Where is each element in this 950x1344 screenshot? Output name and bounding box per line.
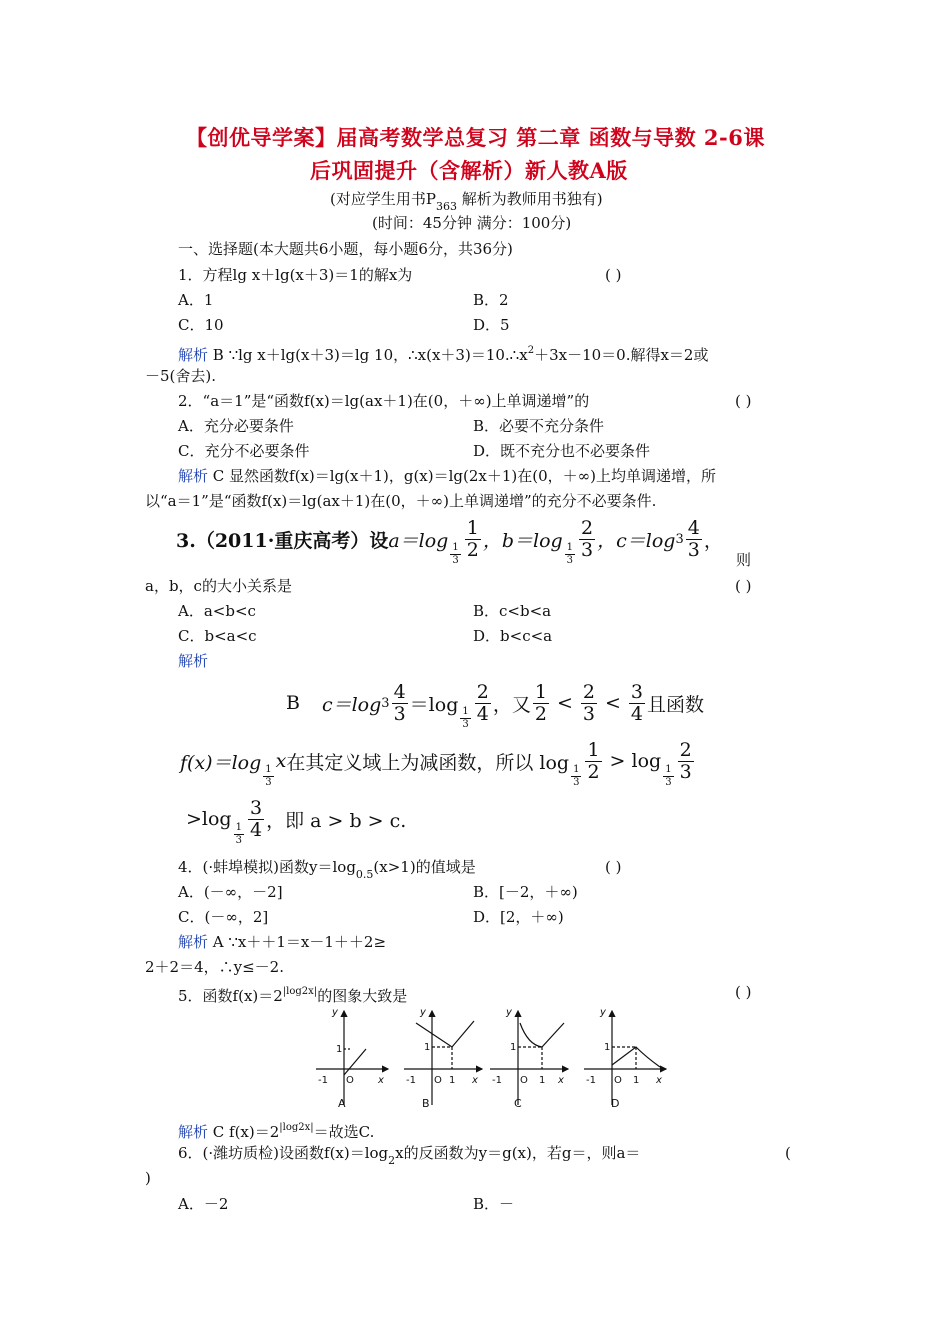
page-number: 363 xyxy=(435,200,457,213)
graph-b xyxy=(404,1011,482,1105)
q3-s1-frac4: $\frac{2}{3}$ xyxy=(582,680,595,725)
q5-answer-rest: ＝故选C. xyxy=(313,1123,375,1141)
q3-option-d: D．b<c<a xyxy=(473,627,553,645)
graph-c-neg: -1 xyxy=(492,1075,502,1086)
q6-bracket-open: ( xyxy=(785,1144,791,1162)
q3-answer-letter: B xyxy=(286,692,300,714)
q4-analysis xyxy=(178,932,386,952)
q3-stem xyxy=(176,514,723,564)
q3-solution-line-2 xyxy=(180,736,696,786)
q5-stem-text: 5．函数f(x)＝2 xyxy=(178,987,283,1005)
q5-answer: C f(x)＝2 xyxy=(208,1123,280,1141)
graph-a-caption: A xyxy=(338,1097,346,1110)
graph-c-one: 1 xyxy=(510,1042,517,1053)
q3-fraction-b: $\frac{2}{3}$ xyxy=(581,516,594,561)
q4-stem-rest: (x>1)的值域是 xyxy=(373,858,476,876)
q3-analysis-label: 解析 xyxy=(178,652,209,670)
q3-log-base: $\frac{1}{3}$ xyxy=(265,763,272,788)
graph-b-caption: B xyxy=(422,1097,430,1110)
q1-option-a: A．1 xyxy=(178,291,214,309)
q1-answer: B ∵lg x＋lg(x＋3)＝lg 10，∴x(x＋3)＝10.∴x xyxy=(208,346,528,364)
q3-s1-you: ，又 xyxy=(492,693,531,716)
q3-log-base: $\frac{1}{3}$ xyxy=(462,705,469,730)
q1-bracket: ( ) xyxy=(605,266,622,284)
q3-s2-x: x xyxy=(275,750,287,772)
q1-analysis xyxy=(178,341,708,365)
graph-a-neg: -1 xyxy=(318,1075,328,1086)
q4-option-d: D．[2，＋∞) xyxy=(473,908,564,926)
q3-log-base: $\frac{1}{3}$ xyxy=(566,541,574,566)
q3-s3-tail: ，即 a > b > c. xyxy=(266,809,407,832)
q3-s1-base3: 3 xyxy=(381,695,390,711)
q3-s1-frac1: $\frac{4}{3}$ xyxy=(393,680,406,725)
q3-log-base: $\frac{1}{3}$ xyxy=(665,763,672,788)
q3-then: 则 xyxy=(736,551,752,569)
q1-option-c: C．10 xyxy=(178,316,224,334)
q3-s1-tail: 且函数 xyxy=(646,693,704,716)
q5-graphs xyxy=(306,1005,676,1113)
q4-option-c: C．(－∞，2] xyxy=(178,908,269,926)
analysis-label: 解析 xyxy=(178,933,209,951)
q3-s1-frac2: $\frac{2}{4}$ xyxy=(476,680,489,725)
q3-option-a: A．a<b<c xyxy=(178,602,256,620)
q1-answer-rest: ＋3x－10＝0.解得x＝2或 xyxy=(534,346,709,364)
q1-stem: 1．方程lg x＋lg(x＋3)＝1的解x为 xyxy=(178,266,413,284)
q1-option-d: D．5 xyxy=(473,316,510,334)
q4-log-base: 0.5 xyxy=(355,868,374,881)
q5-stem-rest: 的图象大致是 xyxy=(317,987,408,1005)
graph-a-y-label: y xyxy=(332,1007,338,1018)
q3-s1-frac3: $\frac{1}{2}$ xyxy=(534,680,547,725)
title-line-2: 后巩固提升（含解析）新人教A版 xyxy=(310,158,628,183)
q1-answer-line-2: －5(舍去). xyxy=(145,367,217,385)
q2-option-c: C．充分不必要条件 xyxy=(178,442,310,460)
q6-option-b: B．－ xyxy=(473,1195,515,1213)
q4-stem-text: 4．(·蚌埠模拟)函数y＝log xyxy=(178,858,356,876)
q2-bracket: ( ) xyxy=(735,392,752,410)
q3-a-lhs: a＝log xyxy=(388,529,449,552)
q2-answer-line-2: 以“a＝1”是“函数f(x)＝lg(ax＋1)在(0，＋∞)上单调递增”的充分不必要条件. xyxy=(145,492,657,510)
graph-d-y-label: y xyxy=(600,1007,606,1018)
graph-a xyxy=(316,1011,388,1105)
q3-option-c: C．b<a<c xyxy=(178,627,257,645)
graph-c xyxy=(490,1011,568,1105)
graph-c-caption: C xyxy=(514,1097,522,1110)
q3-tail: ， xyxy=(703,529,723,552)
q3-s2-frac2: $\frac{2}{3}$ xyxy=(679,738,692,783)
q2-option-a: A．充分必要条件 xyxy=(178,417,294,435)
q3-s1-frac5: $\frac{3}{4}$ xyxy=(630,680,643,725)
graph-d-one: 1 xyxy=(604,1042,611,1053)
graph-b-x-label: x xyxy=(472,1075,478,1086)
q3-s1-lt: < xyxy=(556,692,573,714)
q3-fraction-c: $\frac{4}{3}$ xyxy=(687,516,700,561)
q4-bracket: ( ) xyxy=(605,858,622,876)
q3-log-base: $\frac{1}{3}$ xyxy=(452,541,459,566)
analysis-label: 解析 xyxy=(178,346,209,364)
graph-d-tick-one: 1 xyxy=(633,1075,640,1086)
graph-b-neg: -1 xyxy=(406,1075,416,1086)
q5-bracket: ( ) xyxy=(735,983,752,1001)
q3-s2-frac1: $\frac{1}{2}$ xyxy=(587,738,600,783)
q5-answer-exponent: |log2x| xyxy=(279,1122,314,1133)
q3-s1-lt: < xyxy=(604,692,621,714)
q6-bracket-close: ) xyxy=(145,1169,151,1187)
q4-option-a: A．(－∞，－2] xyxy=(178,883,283,901)
q2-answer: C 显然函数f(x)＝lg(x＋1)，g(x)＝lg(2x＋1)在(0，＋∞)上均单调递增，所 xyxy=(208,467,717,485)
q3-solution-line-3 xyxy=(186,794,406,844)
q3-solution-line-1 xyxy=(286,678,704,728)
subtitle-note: 解析为教师用书独有) xyxy=(456,190,603,208)
q6-stem-text: 6．(·潍坊质检)设函数f(x)＝log xyxy=(178,1144,389,1162)
q6-log-base: 2 xyxy=(388,1154,396,1167)
q2-analysis xyxy=(178,466,716,486)
q3-s2-gt: > log xyxy=(609,750,662,772)
graph-b-one: 1 xyxy=(424,1042,431,1053)
graph-b-y-label: y xyxy=(420,1007,426,1018)
q4-option-b: B．[－2，＋∞) xyxy=(473,883,578,901)
q1-exponent: 2 xyxy=(527,345,535,356)
q3-s1-c: c＝log xyxy=(321,693,382,716)
q4-answer: A ∵x＋＋1＝x－1＋＋2≥ xyxy=(208,933,387,951)
q2-option-b: B．必要不充分条件 xyxy=(473,417,605,435)
analysis-label: 解析 xyxy=(178,1123,209,1141)
q3-s3-gt: >log xyxy=(186,808,232,830)
subtitle-text: (对应学生用书P xyxy=(330,190,436,208)
q3-line-2: a，b，c的大小关系是 xyxy=(145,577,292,595)
graph-b-tick-one: 1 xyxy=(449,1075,456,1086)
q3-log-base-3: 3 xyxy=(675,531,684,547)
graph-b-origin: O xyxy=(434,1075,442,1086)
q3-s2-mid: 在其定义域上为减函数，所以 log xyxy=(286,751,570,774)
graph-a-one: 1 xyxy=(336,1044,343,1055)
graph-d-x-label: x xyxy=(656,1075,662,1086)
q3-s3-frac: $\frac{3}{4}$ xyxy=(249,796,263,841)
graph-c-x-label: x xyxy=(558,1075,564,1086)
q5-analysis xyxy=(178,1118,374,1142)
q2-stem: 2．“a＝1”是“函数f(x)＝lg(ax＋1)在(0，＋∞)上单调递增”的 xyxy=(178,392,590,410)
graph-d xyxy=(584,1011,666,1105)
q3-c-lhs: ，c＝log xyxy=(597,529,676,552)
graph-c-y-label: y xyxy=(506,1007,512,1018)
q3-prefix: 3.（2011·重庆高考）设 xyxy=(176,529,389,552)
q3-s1-eq: ＝log xyxy=(409,693,459,716)
q2-option-d: D．既不充分也不必要条件 xyxy=(473,442,651,460)
q3-b-lhs: ，b＝log xyxy=(482,529,563,552)
subtitle-time: (时间：45分钟 满分：100分) xyxy=(372,214,572,232)
graph-a-x-label: x xyxy=(378,1075,384,1086)
q4-answer-line-2: 2＋2＝4，∴y≤－2. xyxy=(145,958,284,976)
graph-c-tick-one: 1 xyxy=(539,1075,546,1086)
section-heading: 一、选择题(本大题共6小题，每小题6分，共36分) xyxy=(178,240,513,258)
q6-stem xyxy=(178,1143,640,1171)
q5-stem xyxy=(178,982,407,1006)
q1-option-b: B．2 xyxy=(473,291,509,309)
title-line-1: 【创优导学案】届高考数学总复习 第二章 函数与导数 2-6课 xyxy=(186,125,765,150)
q3-log-base: $\frac{1}{3}$ xyxy=(573,763,580,788)
q5-exponent: |log2x| xyxy=(282,986,318,997)
q3-option-b: B．c<b<a xyxy=(473,602,552,620)
graph-a-origin: O xyxy=(346,1075,354,1086)
q6-option-a: A．－2 xyxy=(178,1195,229,1213)
q3-fraction-a: $\frac{1}{2}$ xyxy=(466,516,479,561)
q4-stem xyxy=(178,857,476,885)
q3-log-base: $\frac{1}{3}$ xyxy=(235,821,242,846)
q3-s2-f: f(x)＝log xyxy=(180,751,262,774)
analysis-label: 解析 xyxy=(178,467,209,485)
q6-stem-rest: x的反函数为y＝g(x)，若g＝，则a＝ xyxy=(395,1144,641,1162)
graph-d-caption: D xyxy=(611,1097,620,1110)
graph-d-neg: -1 xyxy=(586,1075,596,1086)
graph-d-origin: O xyxy=(614,1075,622,1086)
q3-bracket: ( ) xyxy=(735,577,752,595)
graph-c-origin: O xyxy=(520,1075,528,1086)
